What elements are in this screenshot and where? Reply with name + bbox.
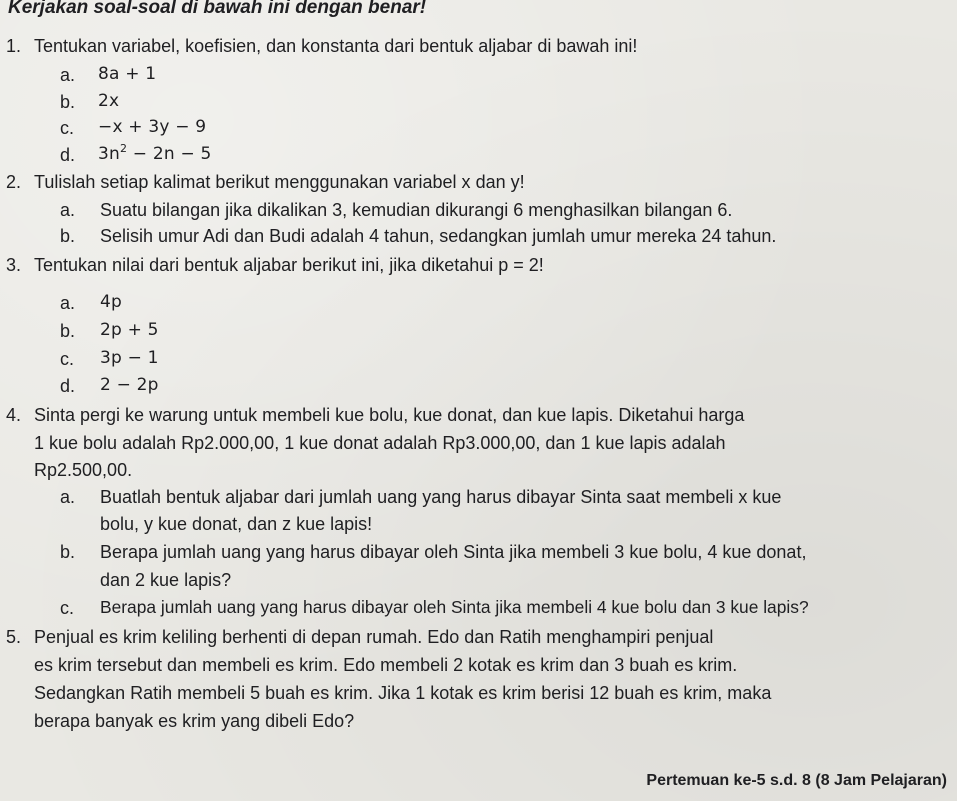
algebra-expression: 8a + 1 (98, 64, 157, 84)
question-text: berapa banyak es krim yang dibeli Edo? (34, 711, 355, 731)
sub-item-label: b. (60, 321, 76, 341)
sub-item-text: Berapa jumlah uang yang harus dibayar oleh Sinta jika membeli 3 kue bolu, 4 kue donat, (100, 542, 807, 562)
question-text: Rp2.500,00. (34, 460, 133, 480)
question-text: Sinta pergi ke warung untuk membeli kue bolu, kue donat, dan kue lapis. Diketahui harga (34, 405, 745, 425)
sub-item-label: a. (60, 487, 76, 507)
sub-item-label: c. (60, 118, 75, 138)
sub-item-label: d. (60, 145, 76, 165)
algebra-expression: 2p + 5 (100, 320, 159, 340)
sub-item-label: a. (60, 65, 76, 85)
algebra-expression: −x + 3y − 9 (98, 117, 207, 137)
sub-item-text: Suatu bilangan jika dikalikan 3, kemudian dikurangi 6 menghasilkan bilangan 6. (100, 200, 733, 220)
algebra-expression: $3n^2 - 2n - 5$ (98, 142, 212, 164)
sub-item-text: bolu, y kue donat, dan z kue lapis! (100, 514, 373, 534)
question-text: es krim tersebut dan membeli es krim. Edo membeli 2 kotak es krim dan 3 buah es krim. (34, 655, 738, 675)
question-text: Tentukan nilai dari bentuk aljabar berikut ini, jika diketahui p = 2! (34, 255, 544, 275)
sub-item-text: dan 2 kue lapis? (100, 570, 232, 590)
question-text: Penjual es krim keliling berhenti di depan rumah. Edo dan Ratih menghampiri penjual (34, 627, 714, 647)
question-number: 2. (6, 172, 22, 192)
algebra-expression: 4p (100, 292, 123, 312)
sub-item-label: a. (60, 293, 76, 313)
algebra-expression: 2x (98, 91, 120, 111)
sub-item-text: Buatlah bentuk aljabar dari jumlah uang yang harus dibayar Sinta saat membeli x kue (100, 487, 782, 507)
page-footer: Pertemuan ke-5 s.d. 8 (8 Jam Pelajaran) (646, 772, 947, 789)
question-number: 4. (6, 405, 22, 425)
sub-item-label: b. (60, 542, 76, 562)
sub-item-text: Selisih umur Adi dan Budi adalah 4 tahun, sedangkan jumlah umur mereka 24 tahun. (100, 226, 777, 246)
question-number: 3. (6, 255, 22, 275)
algebra-expression: 3p − 1 (100, 348, 159, 368)
sub-item-label: a. (60, 200, 76, 220)
sub-item-label: d. (60, 376, 76, 396)
sub-item-label: b. (60, 226, 76, 246)
sub-item-text: Berapa jumlah uang yang harus dibayar oleh Sinta jika membeli 4 kue bolu dan 3 kue lapis? (100, 597, 809, 617)
question-text: Tulislah setiap kalimat berikut menggunakan variabel x dan y! (34, 172, 525, 192)
question-text: Sedangkan Ratih membeli 5 buah es krim. Jika 1 kotak es krim berisi 12 buah es krim, maka (34, 683, 772, 703)
sub-item-label: b. (60, 92, 76, 112)
question-number: 5. (6, 627, 22, 647)
question-text: Tentukan variabel, koefisien, dan konstanta dari bentuk aljabar di bawah ini! (34, 36, 638, 56)
algebra-expression: 2 − 2p (100, 375, 159, 395)
sub-item-label: c. (60, 598, 75, 618)
question-number: 1. (6, 36, 22, 56)
question-text: 1 kue bolu adalah Rp2.000,00, 1 kue donat adalah Rp3.000,00, dan 1 kue lapis adalah (34, 433, 726, 453)
worksheet-instruction: Kerjakan soal-soal di bawah ini dengan benar! (8, 0, 427, 18)
sub-item-label: c. (60, 349, 75, 369)
